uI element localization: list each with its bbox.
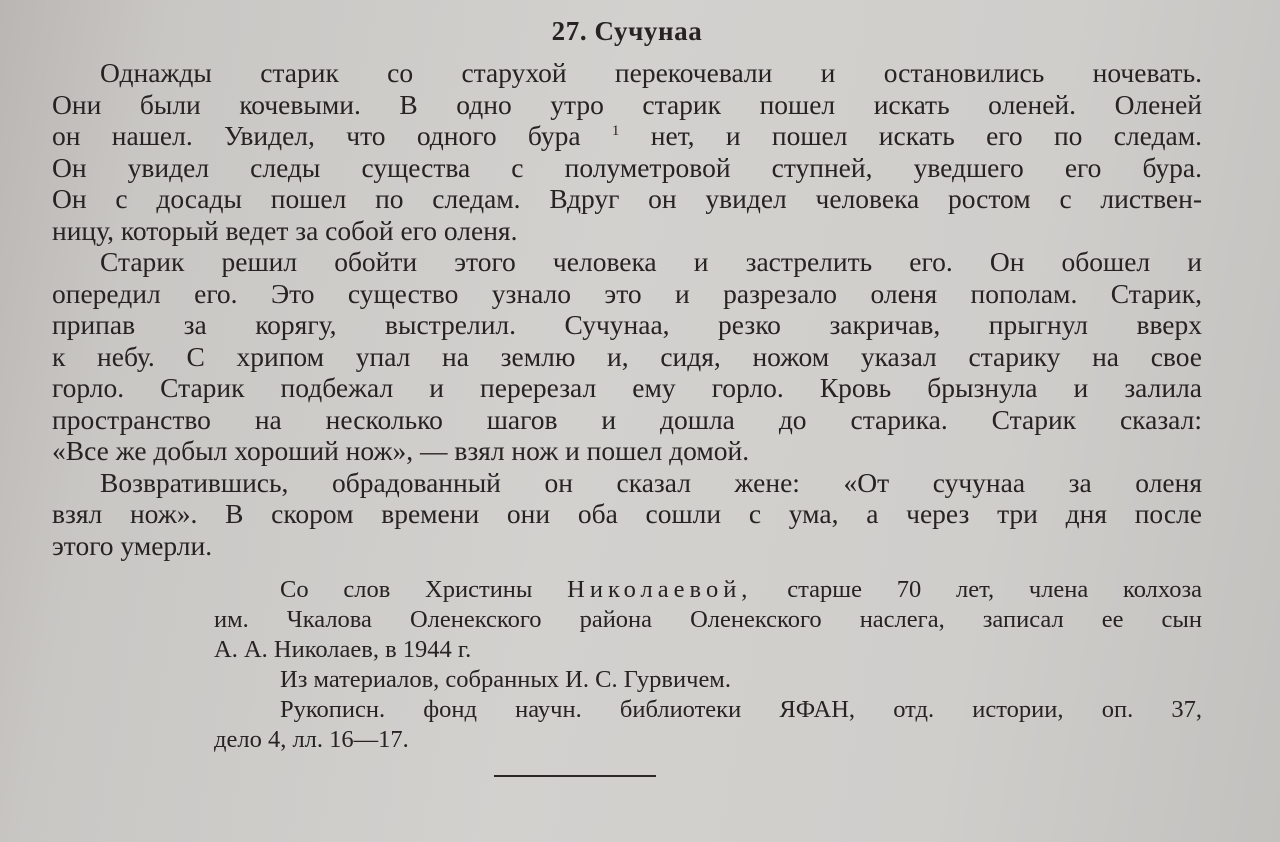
source-line [214,575,1202,605]
text-line-with-footnote [52,120,1202,152]
text-line: Однажды старик со старухой перекочевали и остановились ночевать. [100,57,1202,88]
book-page [52,10,1202,840]
source-fragment: старше 70 лет, члена колхоза [787,576,1202,603]
text-line: Возвратившись, обрадованный он сказал жене: «От сучунаа за оленя [100,466,1202,498]
text-line: взял нож». В скором времени они оба сошли с ума, а через три дня после [52,498,1202,529]
source-line: дело 4, лл. 16—17. [214,726,409,753]
text-fragment: он нашел. Увидел, что одного бура [52,120,581,151]
source-fragment: Со слов Христины [280,576,533,603]
text-line: Старик решил обойти этого человека и застрелить его. Он обошел и [100,246,1202,277]
source-note [214,575,1202,755]
text-line: этого умерли. [52,529,213,561]
paragraph-2 [52,246,1202,467]
text-line: припав за корягу, выстрелил. Сучунаа, резко закричав, прыгнул вверх [52,309,1202,340]
narrator-name: Николаевой, [567,576,753,603]
text-fragment: нет, и пошел искать его по следам. [650,120,1203,151]
paragraph-1 [52,57,1202,246]
text-line: горло. Старик подбежал и перерезал ему горло. Кровь брызнула и залила [52,372,1202,403]
source-line: А. А. Николаев, в 1944 г. [214,636,472,663]
text-line: опередил его. Это существо узнало это и разрезало оленя пополам. Старик, [52,277,1202,309]
text-line: пространство на несколько шагов и дошла до старика. Старик сказал: [52,403,1202,435]
paragraph-3 [52,467,1202,562]
text-line: к небу. С хрипом упал на землю и, сидя, ножом указал старику на свое [52,340,1202,372]
text-line: Он увидел следы существа с полуметровой ступней, уведшего его бура. [52,151,1202,183]
text-line: «Все же добыл хороший нож», — взял нож и пошел домой. [52,435,750,466]
end-rule [494,775,656,777]
text-line: Он с досады пошел по следам. Вдруг он увидел человека ростом с листвен- [52,183,1202,214]
text-line: ницу, который ведет за собой его оленя. [52,214,518,246]
source-line: Из материалов, собранных И. С. Гурвичем. [280,666,731,693]
text-line: Они были кочевыми. В одно утро старик пошел искать оленей. Оленей [52,88,1202,120]
source-line: Рукописн. фонд научн. библиотеки ЯФАН, отд. истории, оп. 37, [280,696,1202,723]
story-title: 27. Сучунаа [551,16,703,46]
source-line: им. Чкалова Оленекского района Оленекского наслега, записал ее сын [214,606,1202,633]
footnote-mark: 1 [611,122,620,139]
